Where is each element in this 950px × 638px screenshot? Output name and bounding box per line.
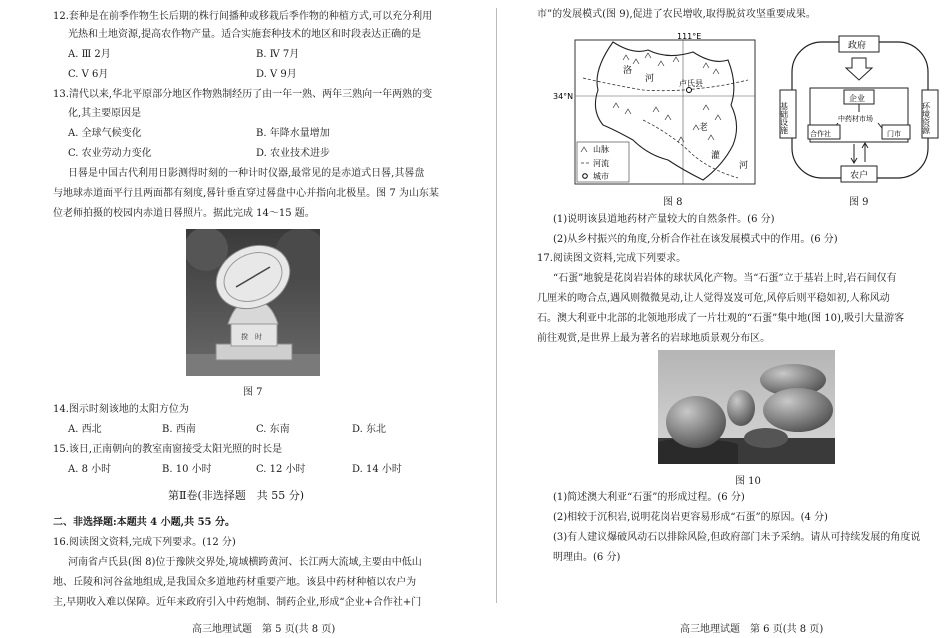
q17-sub1: (1)简述澳大利亚“石蛋”的形成过程。(6 分) <box>553 492 745 503</box>
q12-option-c: C. Ⅴ 6月 <box>68 69 109 80</box>
q17-para-line3: 石。澳大利亚中北部的北领地形成了一片壮观的“石蛋”集中地(图 10),吸引大量游客 <box>537 313 905 324</box>
q13-option-a: A. 全球气候变化 <box>68 128 142 139</box>
q17-sub3-line2: 明理由。(6 分) <box>553 552 621 563</box>
section-two-heading: 二、非选择题:本题共 4 小题,共 55 分。 <box>53 517 235 528</box>
q15-option-b: B. 10 小时 <box>162 464 212 475</box>
map-latitude-label: 34°N <box>553 92 574 101</box>
map-river-label-1: 洛 <box>623 66 633 76</box>
diagram-door-shop: 门市 <box>887 130 901 138</box>
q12-option-d: D. Ⅴ 9月 <box>256 69 297 80</box>
figure-10-boulders-photo <box>658 350 835 464</box>
diagram-government: 政府 <box>848 41 867 51</box>
q15-option-c: C. 12 小时 <box>256 464 306 475</box>
diagram-farmer: 农户 <box>850 171 869 181</box>
left-page-footer: 高三地理试题 第 5 页(共 8 页) <box>192 624 336 635</box>
q16-para-continuation: 市”的发展模式(图 9),促进了农民增收,取得脱贫攻坚重要成果。 <box>537 9 816 20</box>
map-river-label-4: 灌 <box>711 151 721 161</box>
q12-stem-line2: 光热和土地资源,提高农作物产量。适合实施套种技术的地区和时段表达正确的是 <box>68 29 422 40</box>
map-river-label-3: 老 <box>699 123 709 133</box>
figure-7-caption: 图 7 <box>243 387 263 398</box>
q13-stem-line2: 化,其主要原因是 <box>68 108 142 119</box>
q16-stem: 16.阅读图文资料,完成下列要求。(12 分) <box>53 537 236 548</box>
q12-stem-line1: 12.套种是在前季作物生长后期的株行间播种或移栽后季作物的种植方式,可以充分利用 <box>53 11 433 22</box>
q13-option-c: C. 农业劳动力变化 <box>68 148 152 159</box>
q13-option-d: D. 农业技术进步 <box>256 148 331 159</box>
figure-10-caption: 图 10 <box>735 476 761 487</box>
q14-option-b: B. 西南 <box>162 424 196 435</box>
q17-para-line4: 前往观赏,是世界上最为著名的岩球地质景观分布区。 <box>537 333 771 344</box>
diagram-enterprise: 企业 <box>849 94 865 103</box>
figure-8-lushi-map <box>553 30 758 187</box>
q17-para-line1: “石蛋”地貌是花岗岩岩体的球状风化产物。当“石蛋”立于基岩上时,岩石间仅有 <box>553 273 897 284</box>
figure-9-caption: 图 9 <box>849 197 869 208</box>
figure-7-sundial-photo <box>186 229 320 376</box>
map-river-label-2: 河 <box>645 74 655 84</box>
figure-8-caption: 图 8 <box>663 197 683 208</box>
q15-stem: 15.该日,正南朝向的教室南窗接受太阳光照的时长是 <box>53 444 283 455</box>
q16-para-line2: 地、丘陵和河谷盆地组成,是我国众多道地药材重要产地。该县中药材种植以农户为 <box>53 577 417 588</box>
intro-line1: 日晷是中国古代利用日影测得时刻的一种计时仪器,最常见的是赤道式日晷,其晷盘 <box>68 168 425 179</box>
q16-para-line3: 主,早期收入难以保障。近年来政府引入中药炮制、制药企业,形成“企业+合作社+门 <box>53 597 422 608</box>
q16-para-line1: 河南省卢氏县(图 8)位于豫陕交界处,境域横跨黄河、长江两大流域,主要由中低山 <box>68 557 422 568</box>
svg-text:揆 时: 揆 时 <box>241 333 262 341</box>
page-divider <box>496 8 497 603</box>
intro-line2: 与地球赤道面平行且两面都有刻度,晷针垂直穿过晷盘中心并指向北极星。图 7 为山东某 <box>53 188 439 199</box>
q12-option-b: B. Ⅳ 7月 <box>256 49 300 60</box>
part-two-title: 第Ⅱ卷(非选择题 共 55 分) <box>168 489 305 502</box>
q14-option-c: C. 东南 <box>256 424 290 435</box>
q17-sub2: (2)相较于沉积岩,说明花岗岩更容易形成“石蛋”的原因。(4 分) <box>553 512 828 523</box>
q15-option-a: A. 8 小时 <box>68 464 112 475</box>
q12-option-a: A. Ⅲ 2月 <box>68 49 111 60</box>
map-longitude-label: 111°E <box>677 32 702 41</box>
intro-line3: 位老师拍摄的校园内赤道日晷照片。据此完成 14～15 题。 <box>53 208 315 219</box>
diagram-infrastructure: 基础设施 <box>779 102 789 134</box>
figure-9-model-diagram <box>778 32 940 188</box>
right-page-footer: 高三地理试题 第 6 页(共 8 页) <box>680 624 824 635</box>
diagram-market: 中药材市场 <box>838 115 873 123</box>
map-river-label-5: 河 <box>739 161 749 171</box>
legend-city: 城市 <box>593 172 609 181</box>
legend-mountain: 山脉 <box>593 145 609 154</box>
q14-option-d: D. 东北 <box>352 424 387 435</box>
q17-para-line2: 几厘米的吻合点,遇风则微微晃动,让人觉得岌岌可危,风停后则平稳如初,人称风动 <box>537 293 890 304</box>
diagram-environment: 环境资源 <box>921 102 931 134</box>
q16-sub1: (1)说明该县道地药材产量较大的自然条件。(6 分) <box>553 214 775 225</box>
q14-stem: 14.图示时刻该地的太阳方位为 <box>53 404 189 415</box>
q17-sub3-line1: (3)有人建议爆破风动石以排除风险,但政府部门未予采纳。请从可持续发展的角度说 <box>553 532 921 543</box>
q13-option-b: B. 年降水量增加 <box>256 128 330 139</box>
diagram-cooperative: 合作社 <box>810 130 831 138</box>
q13-stem-line1: 13.清代以来,华北平原部分地区作物熟制经历了由一年一熟、两年三熟向一年两熟的变 <box>53 89 433 100</box>
q17-stem: 17.阅读图文资料,完成下列要求。 <box>537 253 687 264</box>
q16-sub2: (2)从乡村振兴的角度,分析合作社在该发展模式中的作用。(6 分) <box>553 234 838 245</box>
q14-option-a: A. 西北 <box>68 424 102 435</box>
map-city-label: 卢氏县 <box>679 79 703 88</box>
legend-river: 河流 <box>593 159 609 168</box>
q15-option-d: D. 14 小时 <box>352 464 402 475</box>
